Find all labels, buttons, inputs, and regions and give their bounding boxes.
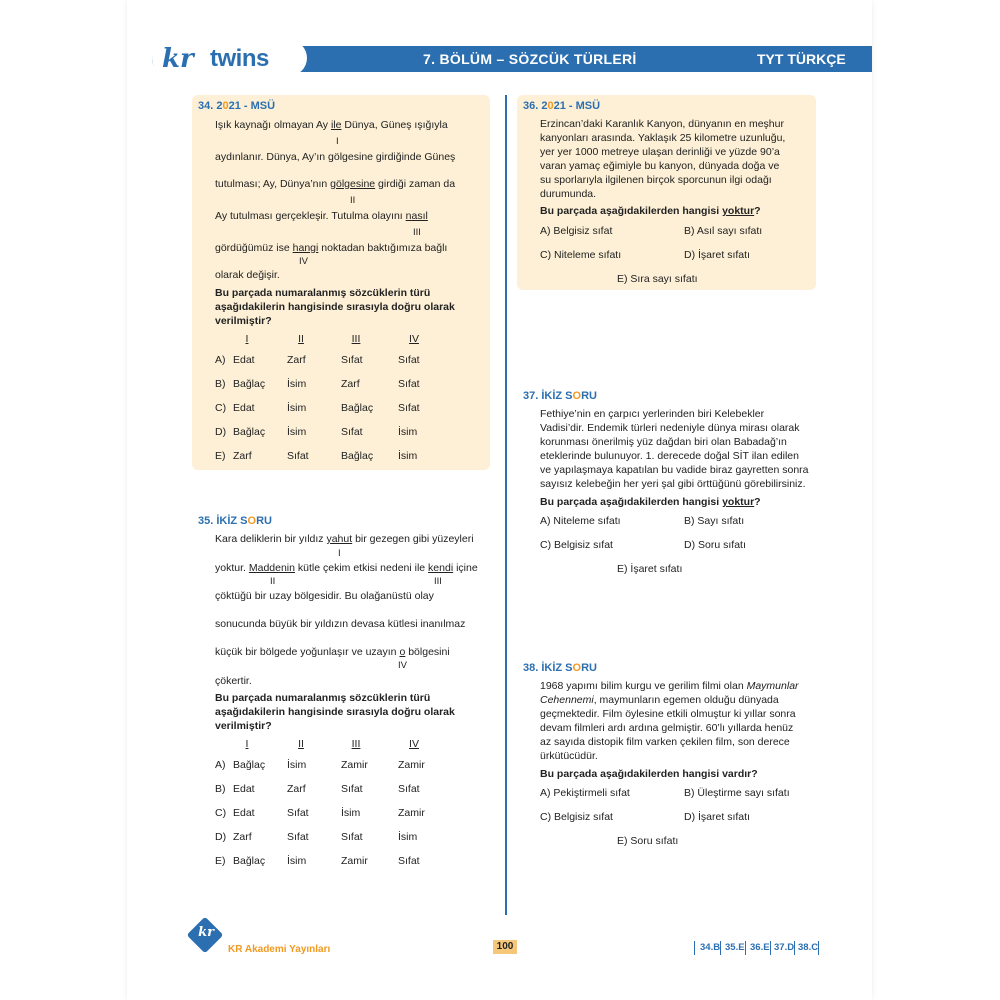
q34-prompt-1: Bu parçada numaralanmış sözcüklerin türü: [215, 287, 431, 299]
option-cell: Bağlaç: [341, 450, 374, 462]
q36-line: Erzincan’daki Karanlık Kanyon, dünyanın en meşhur: [540, 118, 784, 130]
q35-col-header: II: [298, 738, 304, 750]
publisher-logo-text: kr: [198, 925, 214, 940]
answer-separator: [694, 941, 695, 955]
q35-line-5: küçük bir bölgede yoğunlaşır ve uzayın o bölgesini: [215, 646, 450, 658]
q37-line: korunması önerilmiş yüz dağdan biri olan Babadağ’ın: [540, 436, 787, 448]
q37-line: Fethiye’nin en çarpıcı yerlerinden biri Kelebekler: [540, 408, 765, 420]
q35-prompt-2: aşağıdakilerin hangisinde sırasıyla doğru olarak: [215, 706, 455, 718]
answer-key-item: 37.D: [774, 942, 795, 953]
option-cell: İsim: [287, 759, 307, 771]
q38-line: Cehennemi, maymunların egemen olduğu dünyada: [540, 694, 779, 706]
q34-marker-4: IV: [299, 256, 308, 267]
option-cell: Bağlaç: [233, 855, 266, 867]
answer-separator: [745, 941, 746, 955]
q36-option-c[interactable]: C) Niteleme sıfatı: [540, 249, 622, 261]
option-cell: Zarf: [287, 354, 306, 366]
q34-line-3: tutulması; Ay, Dünya’nın gölgesine girdiği zaman da: [215, 178, 456, 190]
option-cell: Edat: [233, 402, 255, 414]
option-cell: Zamir: [341, 759, 368, 771]
q35-line-3: çöktüğü bir uzay bölgesidir. Bu olağanüstü olay: [215, 590, 434, 602]
option-cell: İsim: [287, 378, 307, 390]
option-cell: Sıfat: [398, 855, 420, 867]
logo-twins: twins: [210, 45, 269, 72]
option-cell: Sıfat: [398, 402, 420, 414]
q35-col-header: III: [351, 738, 361, 750]
option-cell: Edat: [233, 807, 255, 819]
option-cell: İsim: [287, 402, 307, 414]
q34-col-header: II: [298, 333, 304, 345]
option-cell: Bağlaç: [233, 426, 266, 438]
q35-line-4: sonucunda büyük bir yıldızın devasa kütlesi inanılmaz: [215, 618, 466, 630]
q36-line: durumunda.: [540, 188, 597, 200]
q34-line-1: Işık kaynağı olmayan Ay ile Dünya, Güneş ışığıyla: [215, 119, 448, 131]
q35-marker-3: III: [434, 576, 442, 587]
option-cell: Bağlaç: [233, 378, 266, 390]
q37-option-d[interactable]: D) Soru sıfatı: [684, 539, 746, 551]
q34-line-4: Ay tutulması gerçekleşir. Tutulma olayını nasıl: [215, 210, 428, 222]
q35-line-2: yoktur. Maddenin kütle çekim etkisi nedeni ile kendi içine: [215, 562, 478, 574]
option-letter: A): [215, 354, 226, 366]
q38-option-d[interactable]: D) İşaret sıfatı: [684, 811, 750, 823]
option-cell: Sıfat: [341, 354, 363, 366]
option-cell: Sıfat: [398, 378, 420, 390]
option-cell: Sıfat: [287, 831, 309, 843]
page-number: 100: [493, 940, 517, 954]
q34-col-header: IV: [409, 333, 419, 345]
q38-option-b[interactable]: B) Üleştirme sayı sıfatı: [684, 787, 790, 799]
q37-line: sayısız kelebeğin her yeri şal gibi örttüğünü görebilirsiniz.: [540, 478, 806, 490]
q37-option-a[interactable]: A) Niteleme sıfatı: [540, 515, 621, 527]
q37-line: ve yapılaşmaya kapatılan bu vadide biraz gayretten sonra: [540, 464, 809, 476]
q37-option-b[interactable]: B) Sayı sıfatı: [684, 515, 745, 527]
q36-option-b[interactable]: B) Asıl sayı sıfatı: [684, 225, 763, 237]
q37-line: eteklerinde bulunuyor. 1. derecede doğal SİT ilan edilen: [540, 450, 799, 462]
q35-marker-4: IV: [398, 660, 407, 671]
option-letter: E): [215, 450, 226, 462]
subject-title: TYT TÜRKÇE: [757, 51, 846, 67]
q34-marker-1: I: [336, 136, 339, 147]
answer-key-item: 38.C: [798, 942, 819, 953]
q35-prompt-1: Bu parçada numaralanmış sözcüklerin türü: [215, 692, 431, 704]
question-35-number: 35. İKİZ SORU: [198, 515, 272, 527]
q37-option-c[interactable]: C) Belgisiz sıfat: [540, 539, 613, 551]
q34-line-6: olarak değişir.: [215, 269, 280, 281]
answer-key-item: 34.B: [700, 942, 721, 953]
option-cell: Sıfat: [341, 426, 363, 438]
q34-line-5: gördüğümüz ise hangi noktadan baktığımıza bağlı: [215, 242, 448, 254]
question-38-number: 38. İKİZ SORU: [523, 662, 597, 674]
q38-line: 1968 yapımı bilim kurgu ve gerilim filmi olan Maymunlar: [540, 680, 799, 692]
option-cell: Zamir: [398, 807, 425, 819]
option-cell: Sıfat: [398, 783, 420, 795]
option-cell: Edat: [233, 354, 255, 366]
q38-line: ürkütücüdür.: [540, 750, 598, 762]
option-cell: Sıfat: [341, 831, 363, 843]
q35-col-header: IV: [409, 738, 419, 750]
q38-prompt: Bu parçada aşağıdakilerden hangisi vardır?: [540, 768, 758, 780]
option-cell: İsim: [341, 807, 361, 819]
option-cell: Bağlaç: [341, 402, 374, 414]
answer-separator: [794, 941, 795, 955]
q36-option-e[interactable]: E) Sıra sayı sıfatı: [617, 273, 698, 285]
answer-separator: [770, 941, 771, 955]
answer-separator: [720, 941, 721, 955]
option-cell: İsim: [398, 450, 418, 462]
q36-line: kanyonları arasında. Yaklaşık 25 kilometre uzunluğu,: [540, 132, 786, 144]
q36-option-d[interactable]: D) İşaret sıfatı: [684, 249, 750, 261]
q36-option-a[interactable]: A) Belgisiz sıfat: [540, 225, 613, 237]
option-cell: İsim: [287, 426, 307, 438]
q38-option-c[interactable]: C) Belgisiz sıfat: [540, 811, 613, 823]
q37-prompt: Bu parçada aşağıdakilerden hangisi yoktur?: [540, 496, 761, 508]
option-cell: Bağlaç: [233, 759, 266, 771]
q35-prompt-3: verilmiştir?: [215, 720, 272, 732]
q34-prompt-2: aşağıdakilerin hangisinde sırasıyla doğru olarak: [215, 301, 455, 313]
option-cell: Sıfat: [287, 450, 309, 462]
option-letter: E): [215, 855, 226, 867]
answer-key-item: 36.E: [750, 942, 770, 953]
option-letter: D): [215, 426, 227, 438]
question-36-number: 36. 2021 - MSÜ: [523, 100, 601, 112]
question-34-number: 34. 2021 - MSÜ: [198, 100, 276, 112]
option-letter: A): [215, 759, 226, 771]
q34-marker-3: III: [413, 227, 421, 238]
q36-line: varan yamaç eğimiyle bu kanyon, dünyada doğa ve: [540, 160, 780, 172]
q35-col-header: I: [245, 738, 249, 750]
q37-line: Vadisi’dir. Endemik türleri nedeniyle dünya mirası olarak: [540, 422, 800, 434]
q34-col-header: I: [245, 333, 249, 345]
q34-prompt-3: verilmiştir?: [215, 315, 272, 327]
question-37-number: 37. İKİZ SORU: [523, 390, 597, 402]
option-cell: Sıfat: [398, 354, 420, 366]
q35-line-1: Kara deliklerin bir yıldız yahut bir gezegen gibi yüzeyleri: [215, 533, 474, 545]
q38-line: geçmektedir. Film öylesine etkili olmuştur ki yıllar sonra: [540, 708, 796, 720]
q34-marker-2: II: [350, 195, 356, 206]
option-letter: B): [215, 378, 226, 390]
q35-line-6: çökertir.: [215, 675, 252, 687]
option-letter: C): [215, 402, 227, 414]
column-divider: [505, 95, 507, 915]
option-cell: Sıfat: [287, 807, 309, 819]
option-cell: İsim: [287, 855, 307, 867]
q38-option-a[interactable]: A) Pekiştirmeli sıfat: [540, 787, 630, 799]
option-cell: Zarf: [233, 450, 252, 462]
q38-option-e[interactable]: E) Soru sıfatı: [617, 835, 679, 847]
option-letter: C): [215, 807, 227, 819]
q35-marker-1: I: [338, 548, 341, 559]
option-cell: İsim: [398, 426, 418, 438]
q36-line: su sporlarıyla ilgilenen birçok sporcunun ilgi odağı: [540, 174, 772, 186]
option-letter: D): [215, 831, 227, 843]
answer-separator: [818, 941, 819, 955]
option-cell: Zarf: [287, 783, 306, 795]
q34-line-2: aydınlanır. Dünya, Ay’ın gölgesine girdiğinde Güneş: [215, 151, 456, 163]
q38-line: devam filmleri ardı ardına gelmiştir. 60’lı yıllarda henüz: [540, 722, 794, 734]
q37-option-e[interactable]: E) İşaret sıfatı: [617, 563, 683, 575]
answer-key-item: 35.E: [725, 942, 745, 953]
q36-prompt: Bu parçada aşağıdakilerden hangisi yoktur?: [540, 205, 761, 217]
option-letter: B): [215, 783, 226, 795]
option-cell: Zarf: [341, 378, 360, 390]
chapter-title: 7. BÖLÜM – SÖZCÜK TÜRLERİ: [423, 51, 637, 67]
option-cell: Sıfat: [341, 783, 363, 795]
logo-kr: kr: [162, 44, 194, 74]
q36-line: yer yer 1000 metreye ulaşan derinliği ve yüzde 90’a: [540, 146, 780, 158]
q34-col-header: III: [351, 333, 361, 345]
q38-line: az sayıda distopik film varken çekilen film, son derece: [540, 736, 790, 748]
option-cell: Zarf: [233, 831, 252, 843]
option-cell: Zamir: [341, 855, 368, 867]
q35-marker-2: II: [270, 576, 276, 587]
option-cell: Zamir: [398, 759, 425, 771]
option-cell: Edat: [233, 783, 255, 795]
option-cell: İsim: [398, 831, 418, 843]
publisher-name: KR Akademi Yayınları: [228, 944, 331, 955]
